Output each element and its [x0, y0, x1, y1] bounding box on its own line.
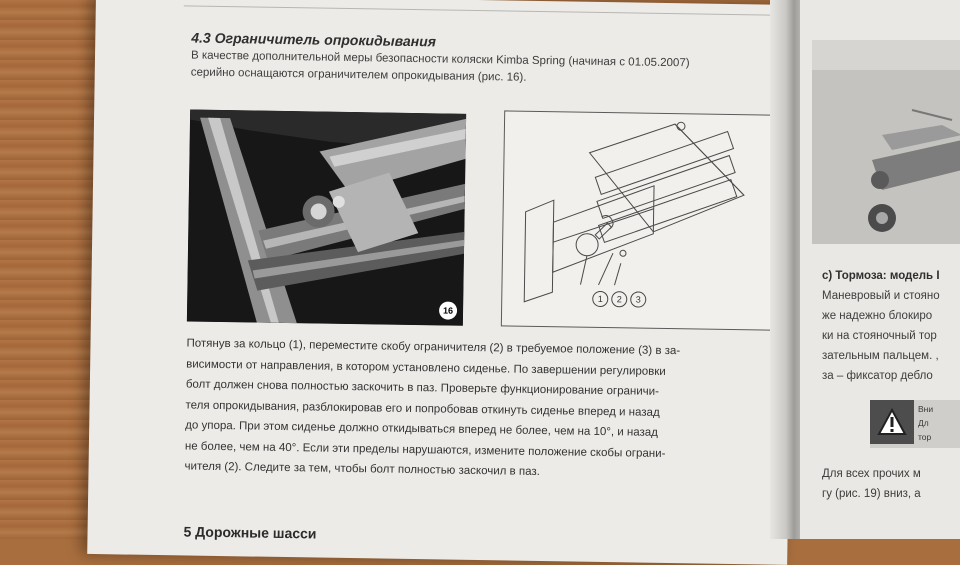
warning-text-line: тор: [918, 432, 932, 442]
right-text-line: зательным пальцем. ,: [822, 350, 939, 362]
body-line: до упора. При этом сиденье должно откидываться вперед не более, чем на 10°, и назад: [185, 419, 659, 439]
header-rule: [184, 5, 784, 15]
body-line: висимости от направления, в котором установлено сиденье. По завершении регулировки: [186, 357, 666, 378]
diagram-callouts: [592, 291, 646, 308]
callout-bracket: 2: [611, 291, 627, 307]
left-page: [87, 0, 796, 565]
right-text-line: же надежно блокиро: [822, 310, 933, 322]
limiter-line-drawing: [502, 111, 793, 329]
right-text-line: за – фиксатор дебло: [822, 370, 933, 382]
callout-position: 3: [630, 291, 646, 307]
next-section-heading: 5 Дорожные шасси: [183, 523, 317, 542]
limiter-diagram: [501, 110, 794, 331]
figure-16-photo: [187, 109, 466, 325]
intro-paragraph: [191, 48, 781, 91]
right-page-photo: [812, 40, 960, 244]
section-title: 4.3 Ограничитель опрокидывания: [191, 29, 437, 50]
intro-line: В качестве дополнительной меры безопасности коляски Kimba Spring (начиная с 01.05.2007): [190, 49, 690, 70]
right-text-line: ки на стояночный тор: [822, 330, 937, 342]
body-line: чителя (2). Следите за тем, чтобы болт полностью заскочил в паз.: [184, 460, 540, 479]
right-footer-line: гу (рис. 19) вниз, а: [822, 488, 921, 500]
body-line: теля опрокидывания, разблокировав его и попробовав откинуть сиденье вперед и назад: [185, 398, 660, 419]
callout-ring: 1: [592, 291, 608, 307]
stroller-frame-photo: [187, 109, 466, 325]
intro-line: серийно оснащаются ограничителем опрокидывания (рис. 16).: [190, 66, 527, 84]
warning-triangle-icon: [870, 400, 914, 444]
body-line: болт должен снова полностью заскочить в паз. Проверьте функционирование ограничи-: [185, 378, 660, 398]
body-line: не более, чем на 40°. Если эти пределы нарушаются, измените положение скобы ограни-: [184, 439, 666, 460]
warning-text-line: Вни: [918, 404, 934, 414]
brake-photo: [812, 40, 960, 244]
body-line: Потянув за кольцо (1), переместите скобу ограничителя (2) в требуемое положение (3) в за-: [186, 337, 681, 358]
warning-box: [870, 400, 960, 448]
right-text-line: Маневровый и стояно: [822, 290, 940, 302]
figure-number-badge: 16: [439, 301, 457, 319]
instructions-paragraph: [184, 333, 781, 486]
right-page: [800, 0, 960, 539]
warning-text-line: Дл: [918, 418, 929, 428]
right-section-heading: c) Тормоза: модель I: [822, 270, 940, 282]
right-footer-line: Для всех прочих м: [822, 468, 921, 480]
